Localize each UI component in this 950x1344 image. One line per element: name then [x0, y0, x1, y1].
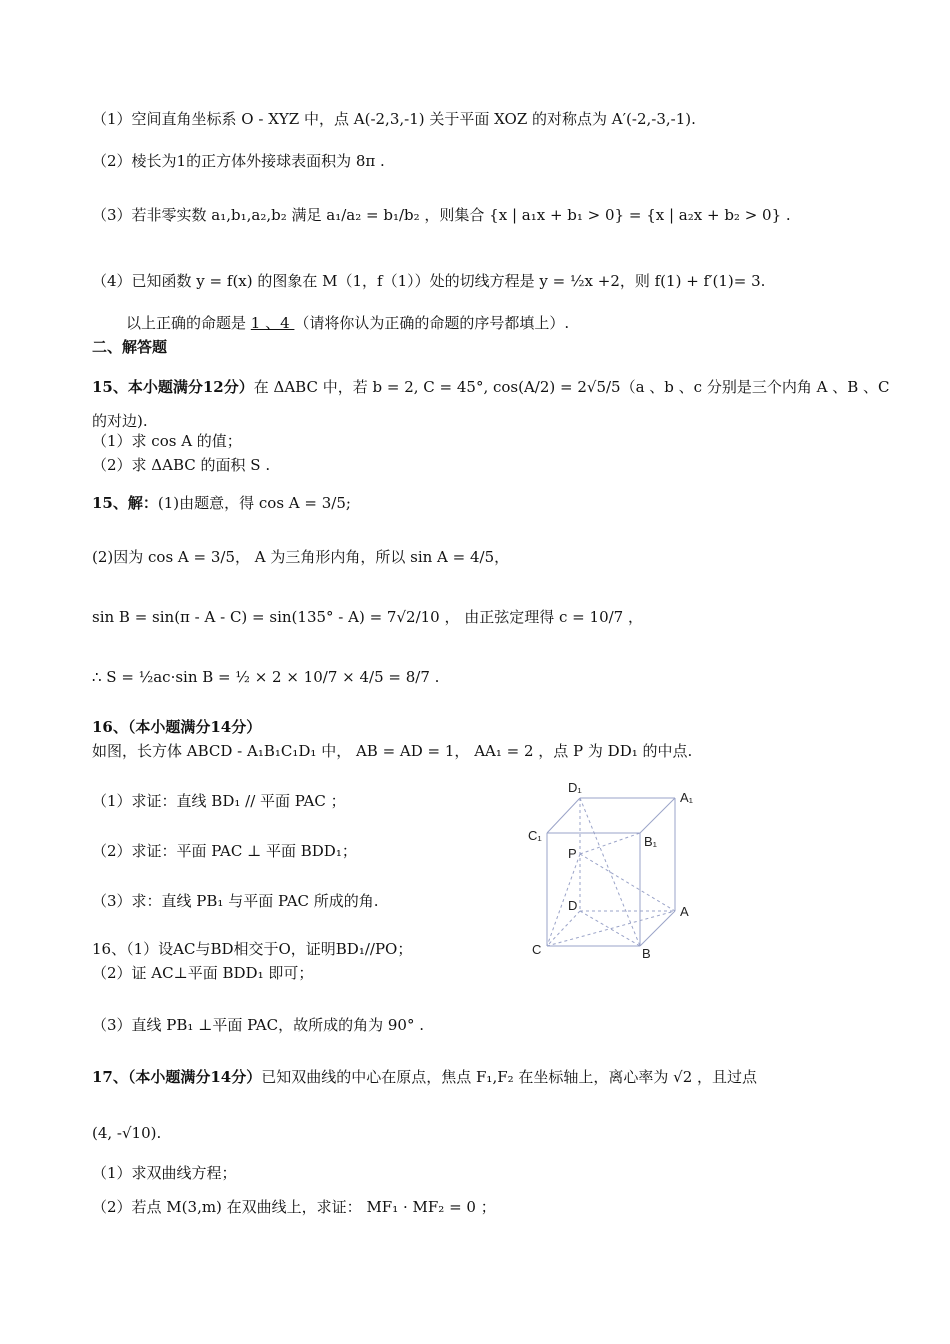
label-d: D	[568, 898, 578, 913]
q17-part-2: （2）若点 M(3,m) 在双曲线上，求证： MF₁ · MF₂ = 0 ；	[92, 1198, 496, 1216]
label-a: A	[680, 904, 689, 919]
line-db	[580, 911, 640, 946]
q16-head: 16、（本小题满分14分）	[92, 718, 262, 736]
q15-head: 15、本小题满分12分）	[92, 378, 254, 396]
statement-2: （2）棱长为1的正方体外接球表面积为 8π .	[92, 152, 385, 170]
a15-line-4: ∴ S = ½ac·sin B = ½ × 2 × 10/7 × 4/5 = 8/7 .	[92, 668, 440, 686]
a16-line-3: （3）直线 PB₁ ⊥平面 PAC，故所成的角为 90° .	[92, 1016, 425, 1034]
edge-d1c1	[547, 798, 580, 833]
label-d1: D₁	[568, 780, 582, 795]
a15-line-3: sin B = sin(π - A - C) = sin(135° - A) = 7√2/10 ， 由正弦定理得 c = 10/7 ，	[92, 608, 643, 626]
answer-line	[126, 312, 890, 334]
q17-stem	[92, 1066, 890, 1088]
q15-stem-2: 的对边).	[92, 412, 148, 430]
a16-line-1: 16、（1）设AC与BD相交于O，证明BD₁//PO；	[92, 940, 413, 958]
a15-head: 15、解：	[92, 494, 158, 512]
cuboid-figure	[520, 778, 700, 963]
cuboid-edges	[547, 798, 675, 946]
q17-stem-2: (4, -√10).	[92, 1124, 162, 1142]
line-ca	[547, 911, 675, 946]
q17-text: 已知双曲线的中心在原点，焦点 F₁,F₂ 在坐标轴上，离心率为 √2 ，且过点	[261, 1068, 758, 1086]
edge-a1b1	[640, 798, 675, 833]
statement-3: （3）若非零实数 a₁,b₁,a₂,b₂ 满足 a₁/a₂ = b₁/b₂ ，则集合 {x | a₁x + b₁ > 0} = {x | a₂x + b₂ > 0} .	[92, 206, 791, 224]
a16-line-2: （2）证 AC⊥平面 BDD₁ 即可；	[92, 964, 314, 982]
label-b: B	[642, 946, 651, 961]
q15-part-1: （1）求 cos A 的值；	[92, 432, 242, 450]
q16-part-3: （3）求：直线 PB₁ 与平面 PAC 所成的角.	[92, 892, 379, 910]
q16-part-2: （2）求证：平面 PAC ⊥ 平面 BDD₁；	[92, 842, 357, 860]
q17-head: 17、（本小题满分14分）	[92, 1068, 262, 1086]
q16-stem: 如图，长方体 ABCD - A₁B₁C₁D₁ 中， AB = AD = 1， AA₁ = 2 ，点 P 为 DD₁ 的中点.	[92, 742, 693, 760]
answer-prefix: 以上正确的命题是	[126, 314, 247, 332]
a15-line-1	[92, 492, 890, 514]
label-a1: A₁	[680, 790, 694, 805]
statement-1: （1）空间直角坐标系 O - XYZ 中，点 A(-2,3,-1) 关于平面 XOZ 的对称点为 A′(-2,-3,-1).	[92, 110, 696, 128]
answer-blank: 1 、4	[250, 314, 295, 332]
line-d1b	[580, 798, 640, 946]
edge-dc	[547, 911, 580, 946]
label-b1: B₁	[644, 834, 658, 849]
line-pa	[580, 854, 675, 911]
statement-4: （4）已知函数 y = f(x) 的图象在 M（1，f（1））处的切线方程是 y = ½x +2，则 f(1) + f′(1)= 3.	[92, 272, 766, 290]
hidden-lines	[547, 798, 675, 946]
q16-part-1: （1）求证：直线 BD₁ // 平面 PAC ；	[92, 792, 346, 810]
a15-text-1: (1)由题意，得 cos A = 3/5;	[157, 494, 351, 512]
q17-part-1: （1）求双曲线方程；	[92, 1164, 237, 1182]
q15-stem	[92, 376, 890, 398]
a15-line-2: (2)因为 cos A = 3/5， A 为三角形内角，所以 sin A = 4/5，	[92, 548, 510, 566]
label-c1: C₁	[528, 828, 542, 843]
q15-part-2: （2）求 ΔABC 的面积 S .	[92, 456, 271, 474]
q15-text: 在 ΔABC 中，若 b = 2, C = 45°, cos(A/2) = 2√5/5（a 、b 、c 分别是三个内角 A 、B 、C	[253, 378, 890, 396]
section-heading: 二、解答题	[92, 338, 168, 356]
label-p: P	[568, 846, 577, 861]
answer-suffix: （请将你认为正确的命题的序号都填上）.	[294, 314, 570, 332]
line-pb1	[580, 833, 640, 854]
label-c: C	[532, 942, 542, 957]
